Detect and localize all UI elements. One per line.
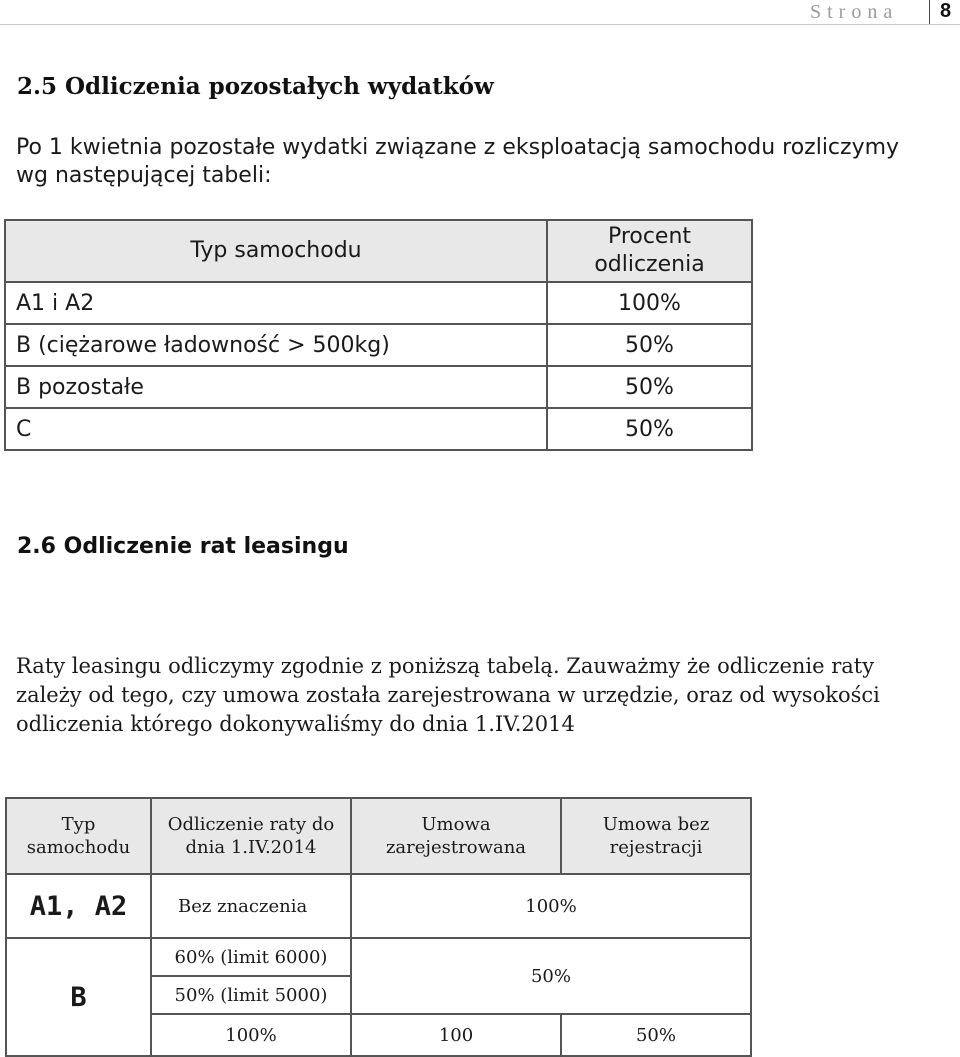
percent-cell: 100% (547, 282, 752, 324)
page-number: 8 (940, 0, 952, 22)
table-row (5, 366, 752, 408)
table-header-row (6, 798, 751, 874)
value-cell: 100% (351, 874, 751, 938)
table-header-row (5, 220, 752, 282)
vehicle-type-cell: B (ciężarowe ładowność > 500kg) (5, 324, 547, 366)
percent-cell: 50% (547, 324, 752, 366)
unregistered-cell: 50% (561, 1014, 751, 1056)
table-row (6, 874, 751, 938)
table-row (5, 324, 752, 366)
vehicle-type-cell: A1 i A2 (5, 282, 547, 324)
col-header-vehicle-type: Typ samochodu (5, 220, 547, 282)
deduction-cell: 60% (limit 6000) (151, 938, 351, 976)
vehicle-type-cell: B (6, 938, 151, 1056)
vehicle-type-cell: C (5, 408, 547, 450)
table-row (5, 408, 752, 450)
header-separator (929, 0, 930, 24)
col-header-registered: Umowa zarejestrowana (351, 798, 561, 874)
page-header (0, 0, 960, 25)
percent-cell: 50% (547, 366, 752, 408)
table-row (6, 938, 751, 976)
deduction-cell: 100% (151, 1014, 351, 1056)
vehicle-type-cell: B pozostałe (5, 366, 547, 408)
table-row (5, 282, 752, 324)
section-2-6-paragraph: Raty leasingu odliczymy zgodnie z poniższą tabelą. Zauważmy że odliczenie raty zależy od tego, czy umowa została zarejestrowana w urzędzie, oraz od wysokości odliczenia którego dokonywaliśmy do dnia 1.IV.2014 (16, 654, 880, 736)
expense-deduction-table (4, 219, 753, 451)
col-header-deduction-until: Odliczenie raty do dnia 1.IV.2014 (151, 798, 351, 874)
deduction-cell: Bez znaczenia (151, 874, 351, 938)
section-2-5-paragraph: Po 1 kwietnia pozostałe wydatki związane z eksploatacją samochodu rozliczymy wg następującej tabeli: (16, 135, 900, 188)
col-header-vehicle-type: Typ samochodu (6, 798, 151, 874)
section-heading-2-6: 2.6 Odliczenie rat leasingu (17, 534, 349, 559)
value-cell: 50% (351, 938, 751, 1014)
percent-cell: 50% (547, 408, 752, 450)
col-header-deduction-percent: Procent odliczenia (547, 220, 752, 282)
leasing-deduction-table (5, 797, 752, 1057)
vehicle-type-cell: A1, A2 (6, 874, 151, 938)
col-header-unregistered: Umowa bez rejestracji (561, 798, 751, 874)
registered-cell: 100 (351, 1014, 561, 1056)
deduction-cell: 50% (limit 5000) (151, 976, 351, 1014)
page-label: Strona (810, 1, 899, 23)
section-heading-2-5: 2.5 Odliczenia pozostałych wydatków (17, 73, 494, 100)
